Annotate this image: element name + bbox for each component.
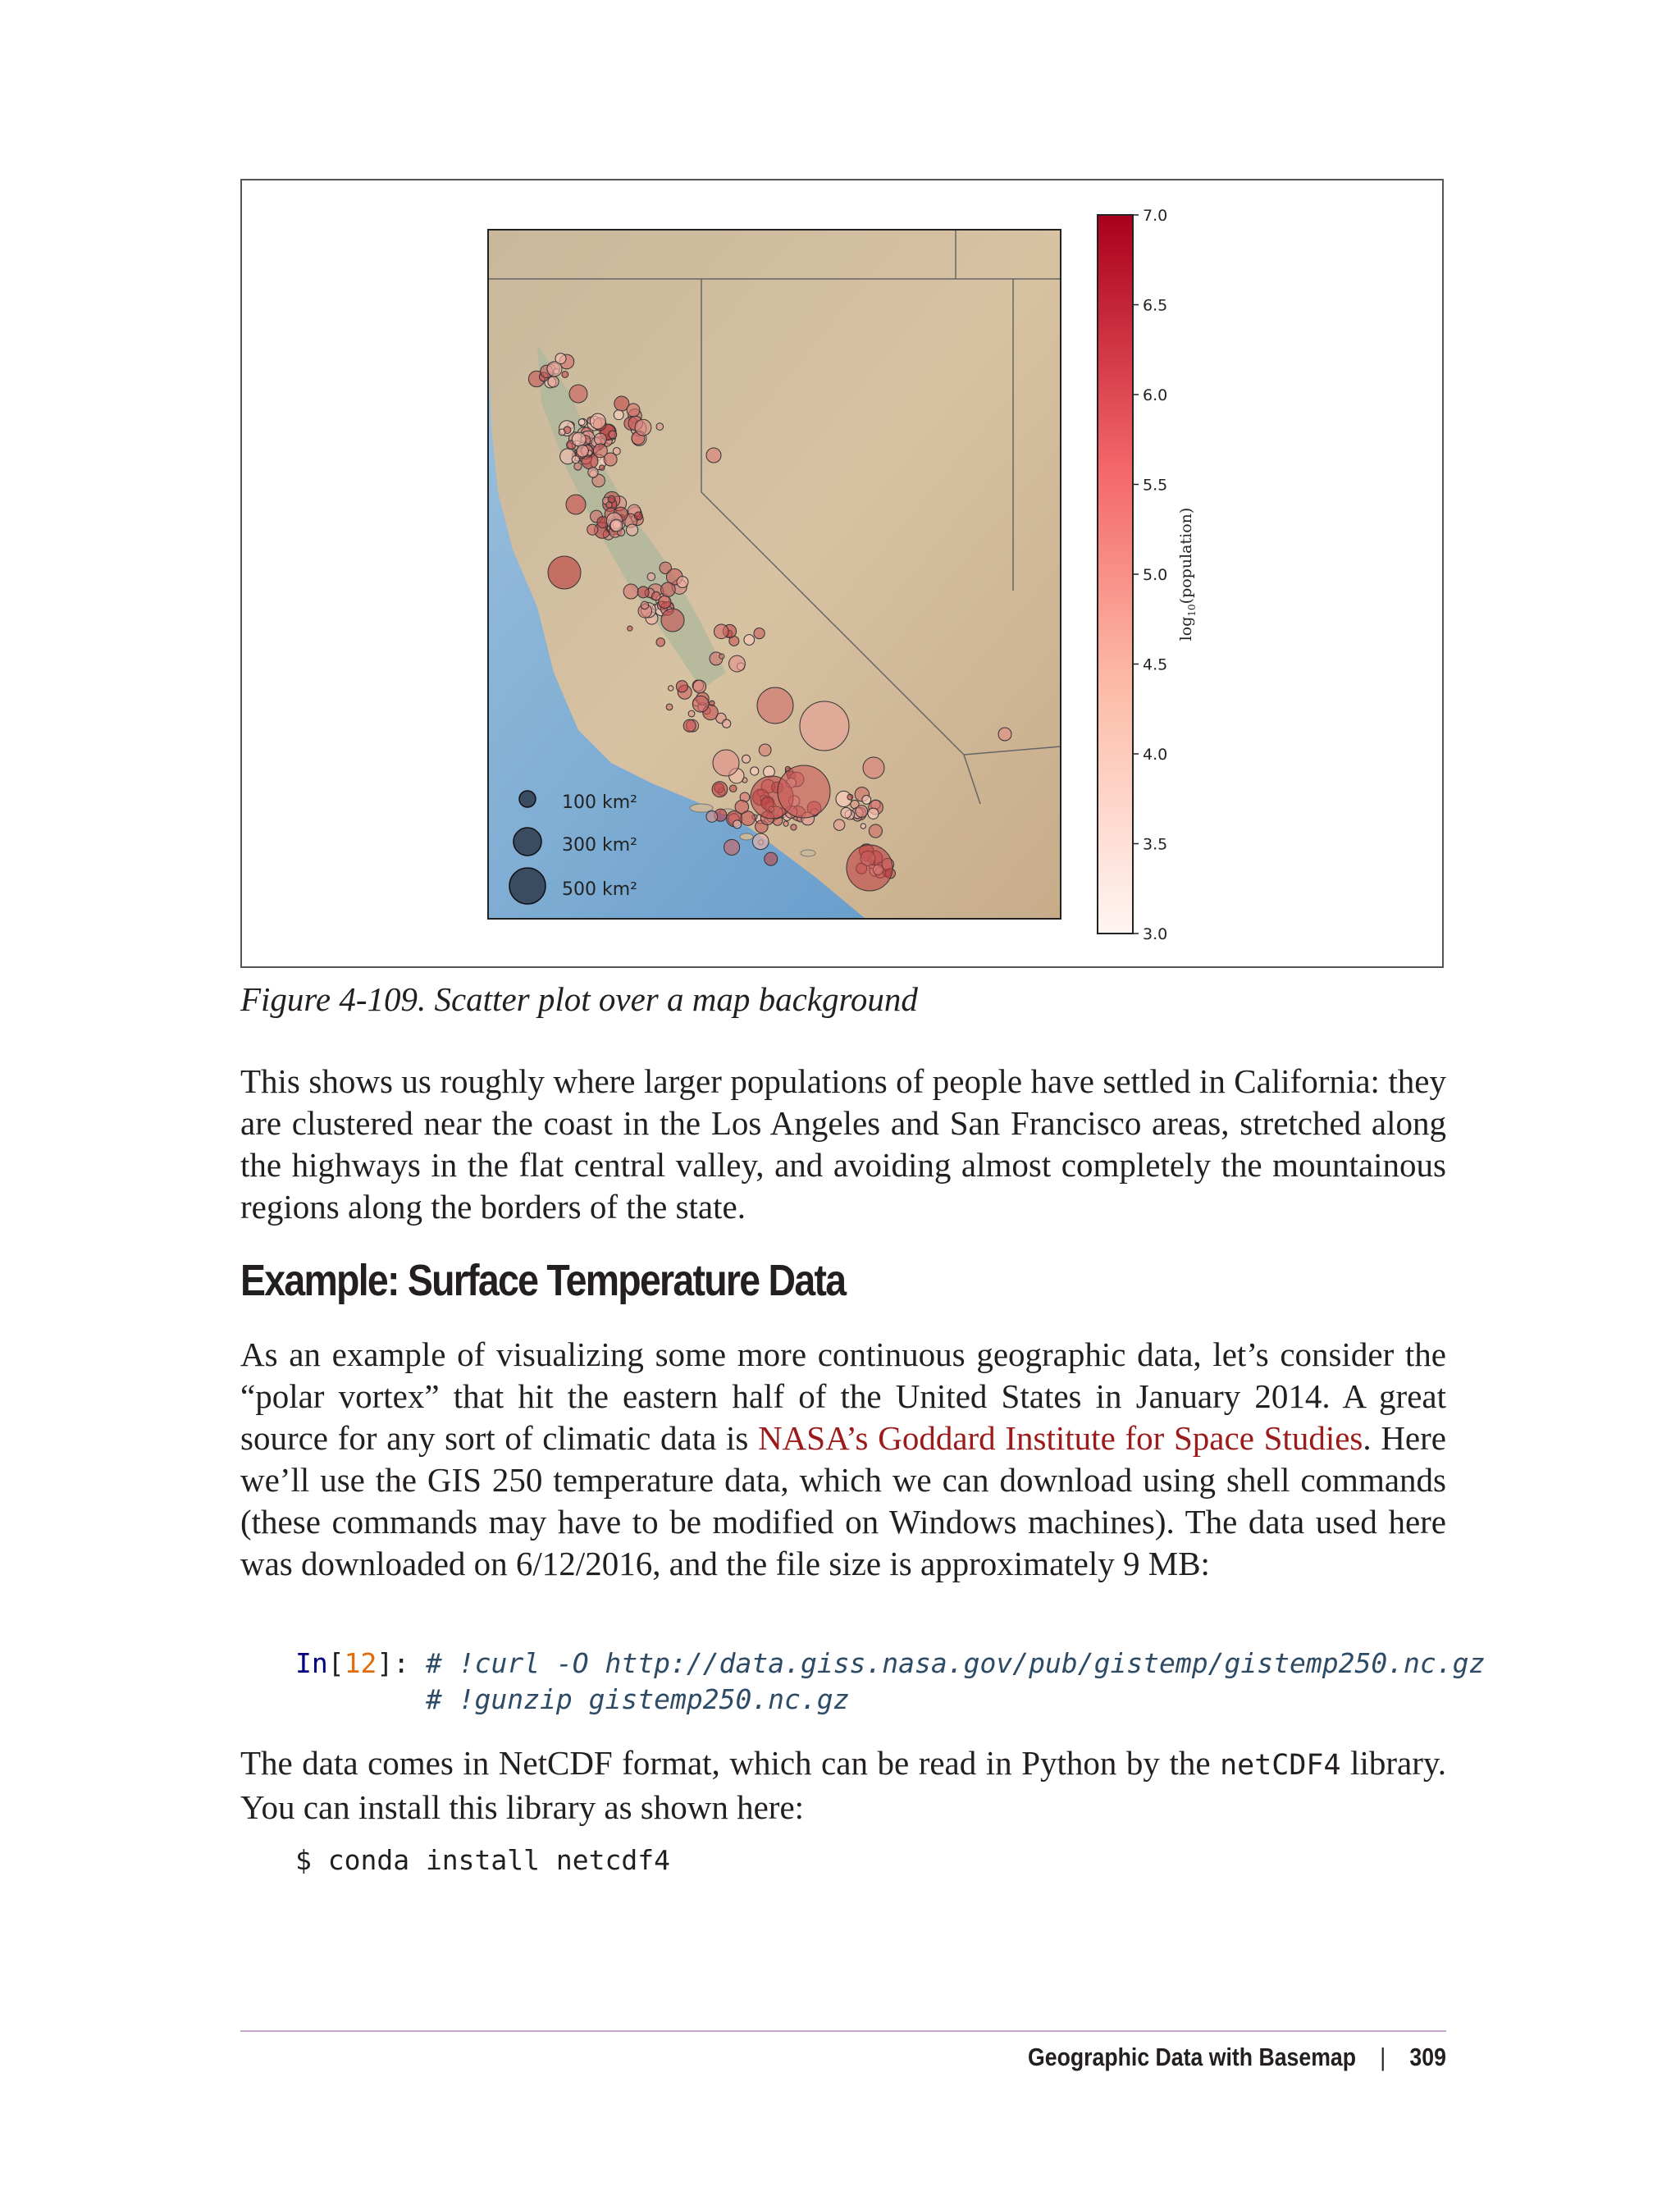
population-point xyxy=(724,839,740,855)
colorbar-gradient xyxy=(1098,215,1133,934)
population-point xyxy=(751,767,759,775)
prompt-bracket-close: ]: xyxy=(377,1647,410,1679)
population-point xyxy=(659,596,671,608)
code-indent xyxy=(295,1683,426,1715)
legend-label-500: 500 km² xyxy=(562,879,637,900)
population-point xyxy=(862,796,871,805)
population-point xyxy=(998,728,1011,741)
population-point xyxy=(609,431,617,439)
population-point xyxy=(559,429,565,436)
population-point xyxy=(752,833,769,850)
population-point xyxy=(791,824,797,830)
section-heading: Example: Surface Temperature Data xyxy=(240,1256,846,1305)
population-point xyxy=(637,587,649,598)
paragraph-text: . Here we’ll use the GIS 250 temperature data, which we can download using shell commands (these commands may have to be modified on Windows machines). The data used here was downloaded on 6/12/2016, and the file size is approximately 9 MB: xyxy=(240,1419,1446,1582)
population-point xyxy=(712,782,728,797)
population-point xyxy=(688,710,695,717)
paragraph-text: The data comes in NetCDF format, which can be read in Python by the xyxy=(240,1744,1221,1782)
page-footer xyxy=(1028,2043,1446,2072)
population-point xyxy=(610,519,623,532)
population-point xyxy=(719,654,724,659)
population-point xyxy=(706,811,718,823)
paragraph-population: This shows us roughly where larger populations of people have settled in California: they are clustered near the coast in the Los Angeles and San Francisco areas, stretched along the highways in the flat central valley, and avoiding almost completely the mountainous regions along the borders of the state. xyxy=(240,1062,1446,1226)
population-point xyxy=(683,719,696,732)
population-point xyxy=(614,410,623,420)
population-point xyxy=(656,638,664,646)
population-point xyxy=(723,719,731,728)
population-point xyxy=(548,377,559,387)
population-point xyxy=(706,448,721,463)
population-point xyxy=(741,811,755,825)
population-point xyxy=(765,852,778,865)
population-point xyxy=(713,750,739,776)
population-point xyxy=(572,455,579,463)
population-point xyxy=(847,794,853,800)
population-point xyxy=(635,419,651,436)
population-point xyxy=(868,808,879,819)
population-point xyxy=(641,601,648,609)
footer-separator: | xyxy=(1380,2043,1386,2071)
colorbar-tick-label: 4.0 xyxy=(1143,746,1168,764)
population-point xyxy=(800,701,849,751)
paragraph-netcdf xyxy=(240,1742,1446,1828)
population-point xyxy=(548,556,581,589)
population-point xyxy=(647,573,655,581)
population-point xyxy=(729,785,737,792)
paragraph-text: library. You can install this library as shown here: xyxy=(240,1744,1446,1826)
legend-marker-500 xyxy=(509,868,546,904)
nasa-giss-link[interactable]: NASA’s Goddard Institute for Space Studies xyxy=(758,1419,1363,1457)
population-point xyxy=(572,432,586,446)
population-point xyxy=(634,512,642,520)
population-point xyxy=(608,495,615,503)
population-point xyxy=(744,635,755,646)
colorbar xyxy=(1098,207,1198,943)
population-point xyxy=(577,445,588,457)
population-point xyxy=(623,584,638,599)
inline-code-netcdf4: netCDF4 xyxy=(1220,1749,1341,1782)
figure-frame xyxy=(240,179,1444,968)
colorbar-tick-label: 6.0 xyxy=(1143,386,1168,404)
population-point xyxy=(661,609,684,632)
prompt-number: 12 xyxy=(344,1647,377,1679)
population-point xyxy=(729,655,746,672)
code-comment-gunzip: # !gunzip gistemp250.nc.gz xyxy=(425,1683,850,1715)
population-point xyxy=(693,680,706,693)
population-point xyxy=(676,681,687,692)
population-point xyxy=(847,845,892,891)
population-point xyxy=(555,354,566,364)
colorbar-tick-label: 3.0 xyxy=(1143,925,1168,943)
population-point xyxy=(562,371,568,377)
population-point xyxy=(841,807,851,818)
population-point xyxy=(783,821,788,826)
map-background xyxy=(488,230,1061,919)
population-point xyxy=(754,628,765,638)
population-point xyxy=(574,463,582,470)
page-number: 309 xyxy=(1409,2043,1446,2071)
paragraph-text: As an example of visualizing some more continuous geographic data, let’s consider the “polar vortex” that hit the eastern half of the United States in January 2014. A great source for any sort of climatic data is xyxy=(240,1335,1446,1457)
population-point xyxy=(778,765,830,818)
population-point xyxy=(599,465,605,471)
colorbar-ticks xyxy=(1133,207,1167,943)
footer-section-title: Geographic Data with Basemap xyxy=(1028,2043,1357,2071)
colorbar-tick-label: 6.5 xyxy=(1143,296,1168,315)
population-point xyxy=(856,806,868,818)
population-point xyxy=(627,524,638,536)
population-point xyxy=(578,419,585,426)
population-point xyxy=(833,819,845,831)
colorbar-label: $\log_{10}(population)$ xyxy=(1177,507,1198,641)
population-point xyxy=(566,495,586,514)
legend-marker-300 xyxy=(514,828,541,856)
population-point xyxy=(742,755,751,763)
population-point xyxy=(869,824,882,838)
legend-marker-100 xyxy=(519,791,536,807)
population-point xyxy=(628,626,632,631)
population-point xyxy=(569,385,587,403)
legend-label-100: 100 km² xyxy=(562,792,637,813)
population-point xyxy=(593,444,607,458)
code-block-download xyxy=(295,1646,1485,1718)
footer-rule xyxy=(240,2030,1446,2032)
scatter-map-figure xyxy=(242,180,1442,966)
population-point xyxy=(669,686,673,691)
population-point xyxy=(656,423,664,431)
population-point xyxy=(666,704,673,710)
colorbar-tick-label: 3.5 xyxy=(1143,835,1168,854)
population-point xyxy=(661,582,676,597)
population-point xyxy=(587,524,598,535)
colorbar-tick-label: 5.0 xyxy=(1143,566,1168,584)
prompt-in: In xyxy=(295,1647,328,1679)
population-point xyxy=(733,820,742,829)
population-point xyxy=(714,624,728,639)
population-point xyxy=(677,577,688,588)
colorbar-tick-label: 5.5 xyxy=(1143,476,1168,495)
code-comment-curl: # !curl -O http://data.giss.nasa.gov/pub/gistemp/gistemp250.nc.gz xyxy=(426,1647,1486,1679)
paragraph-temperature-intro xyxy=(240,1334,1446,1585)
prompt-bracket-open: [ xyxy=(327,1647,345,1679)
figure-caption: Figure 4-109. Scatter plot over a map background xyxy=(240,980,918,1018)
colorbar-tick-label: 4.5 xyxy=(1143,655,1168,674)
population-point xyxy=(759,744,771,756)
population-point xyxy=(590,413,605,429)
colorbar-tick-label: 7.0 xyxy=(1143,207,1168,225)
legend-label-300: 300 km² xyxy=(562,835,637,856)
population-point xyxy=(863,757,884,778)
population-point xyxy=(757,687,793,724)
population-point xyxy=(627,404,640,417)
code-block-install: $ conda install netcdf4 xyxy=(295,1844,670,1876)
population-point xyxy=(588,468,598,477)
population-point xyxy=(692,696,709,712)
population-point xyxy=(861,824,865,829)
